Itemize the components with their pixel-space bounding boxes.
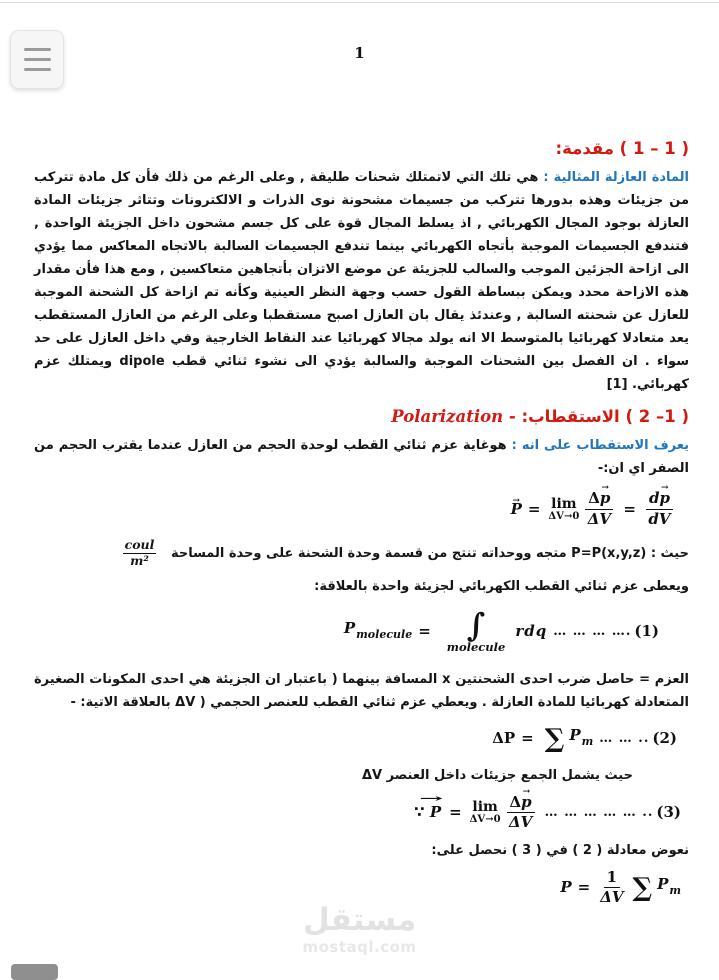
since-vector-P: ∵ P → [412, 801, 443, 824]
fraction-one-over-dv: $\frac{1}{\Delta V}$ [600, 868, 624, 907]
equation-number-1: (1) [634, 622, 659, 641]
sigma-icon: ∑ [632, 872, 653, 903]
intro-paragraph [34, 166, 689, 396]
definition-paragraph [34, 434, 689, 480]
heading-polarization-arabic: ( 1– 2 ) الاستقطاب: - [508, 407, 689, 426]
limit-operator: lim ΔV→0 [548, 495, 580, 522]
integral-over-molecule: ∫ molecule [446, 606, 506, 654]
p-molecule-symbol: $P_{molecule}$ [343, 619, 413, 642]
fraction-dp-dv: $\frac{\Delta p \to}{\Delta V}$ [507, 794, 535, 832]
limit-operator: lim ΔV→0 [469, 799, 501, 826]
moment-paragraph: العزم = حاصل ضرب احدى الشحنتين x المسافة بينهما ( باعتبار ان الجزيئة هي احدى المكونات الصغيرة المتعادلة كهربائيا للمادة العازلة . ويعطي عزم ثنائي القطب للعنصر الحجمي ( ΔV بالعلاقة الاتية: - [34, 671, 689, 710]
section-heading-introduction: ( 1 – 1 ) مقدمة: [555, 139, 689, 158]
definition-lead: يعرف الاستقطاب على انه : [511, 438, 689, 453]
sum-scope-line: حيث يشمل الجمع جزيئات داخل العنصر ΔV [361, 767, 633, 783]
equation-2-sum: ΔP = ∑ $P_m$ … … .. (2) [492, 723, 677, 754]
fraction-dp-dv: $\frac{\Delta p \to}{\Delta V}$ [585, 490, 613, 528]
equation-1-molecule-integral: $P_{molecule}$ = ∫ molecule rdq … … … …. (1) [343, 606, 659, 654]
units-coulomb-per-m2: coul m² [124, 537, 155, 569]
equation-3-limit: ∵ P → = lim ΔV→0 $\frac{\Delta p \to}{\Delta V}$ … … … … … .. (3) [34, 789, 689, 837]
equation-number-3: (3) [656, 803, 681, 822]
substitution-line: نعوض معادلة ( 2 ) في ( 3 ) نحصل على: [431, 842, 689, 858]
equation-final-result: P = $\frac{1}{\Delta V}$ ∑ $P_m$ [560, 868, 681, 907]
p-m-symbol: $P_m$ [657, 875, 681, 898]
bottom-corner-button[interactable] [11, 964, 58, 980]
vector-P: P → [511, 498, 522, 521]
watermark [0, 903, 719, 956]
units-line [34, 538, 689, 569]
definition-text: هوغاية عزم ثنائي القطب لوحدة الحجم من العازل عندما يقترب الحجم من الصفر اي ان:- [34, 438, 689, 476]
heading-polarization-english: Polarization [391, 407, 504, 426]
fraction-derivative: $\frac{dp \to}{dV}$ [646, 490, 673, 528]
units-line-text: حيث : P=P(x,y,z) متجه ووحداته تنتج من قسمة وحدة الشحنة على وحدة المساحة [170, 545, 689, 561]
sigma-icon: ∑ [544, 723, 565, 754]
watermark-domain: mostaql.com [302, 938, 417, 956]
page-number: 1 [354, 44, 365, 62]
equation-polarization-limit: P → = lim ΔV→0 $\frac{\Delta p \to}{\Delta V}$ = $\frac{dp \to}{dV}$ [34, 484, 689, 534]
watermark-brand: مستقل [302, 902, 417, 938]
intro-paragraph-text: هي تلك التي لاتمتلك شحنات طليقة , وعلى الرغم من ذلك فأن كل مادة تتركب من جزيئات وهذه بدورها تتركب من جسيمات مشحونة نوى الذرات و الالكترونات وتتاثر جزيئات المادة العازلة بوجود المجال الكهربائي , اذ يسلط المجال قوة على كل جسم مشحون داخل الجزيئة الواحدة , فتندفع الجسيمات الموجبة بأتجاه الكهربائي بينما تندفع الجسيمات السالبة بالاتجاه المعاكس مما يؤدي الى ازاحة الجزئين الموجب والسالب للجزيئة عن موضع الاتزان بأتجاهين متعاكسين , ومع هذا فأن مقدار هذه الازاحة محدد ويمكن ببساطة القول حسب وجهة النظر العينية وكأنه تم ازاحة كل الشحنة الموجبة للعازل عن شحنته السالبة , وعندئذ يقال بان العازل اصبح مستقطبا وعلى الرغم من العازل المستقطب يعد متعادلا كهربائيا بالمتوسط الا انه يولد مجالا كهربائيا عند النقاط الخارجية وفي داخل العازل على حد سواء . ان الفصل بين الشحنات الموجبة والسالبة يؤدي الى نشوء ثنائي قطب dipole ويمتلك عزم كهربائي. [1] [34, 170, 689, 392]
section-heading-polarization [34, 406, 689, 428]
equation-number-2: (2) [652, 729, 677, 748]
dipole-relation-line: ويعطى عزم ثنائي القطب الكهربائي لجزيئة واحدة بالعلاقة: [314, 578, 689, 594]
top-divider [0, 2, 719, 3]
p-m-symbol: $P_m$ [569, 726, 594, 749]
intro-lead-term: المادة العازلة المثالية : [543, 170, 689, 185]
document-body [0, 138, 719, 910]
